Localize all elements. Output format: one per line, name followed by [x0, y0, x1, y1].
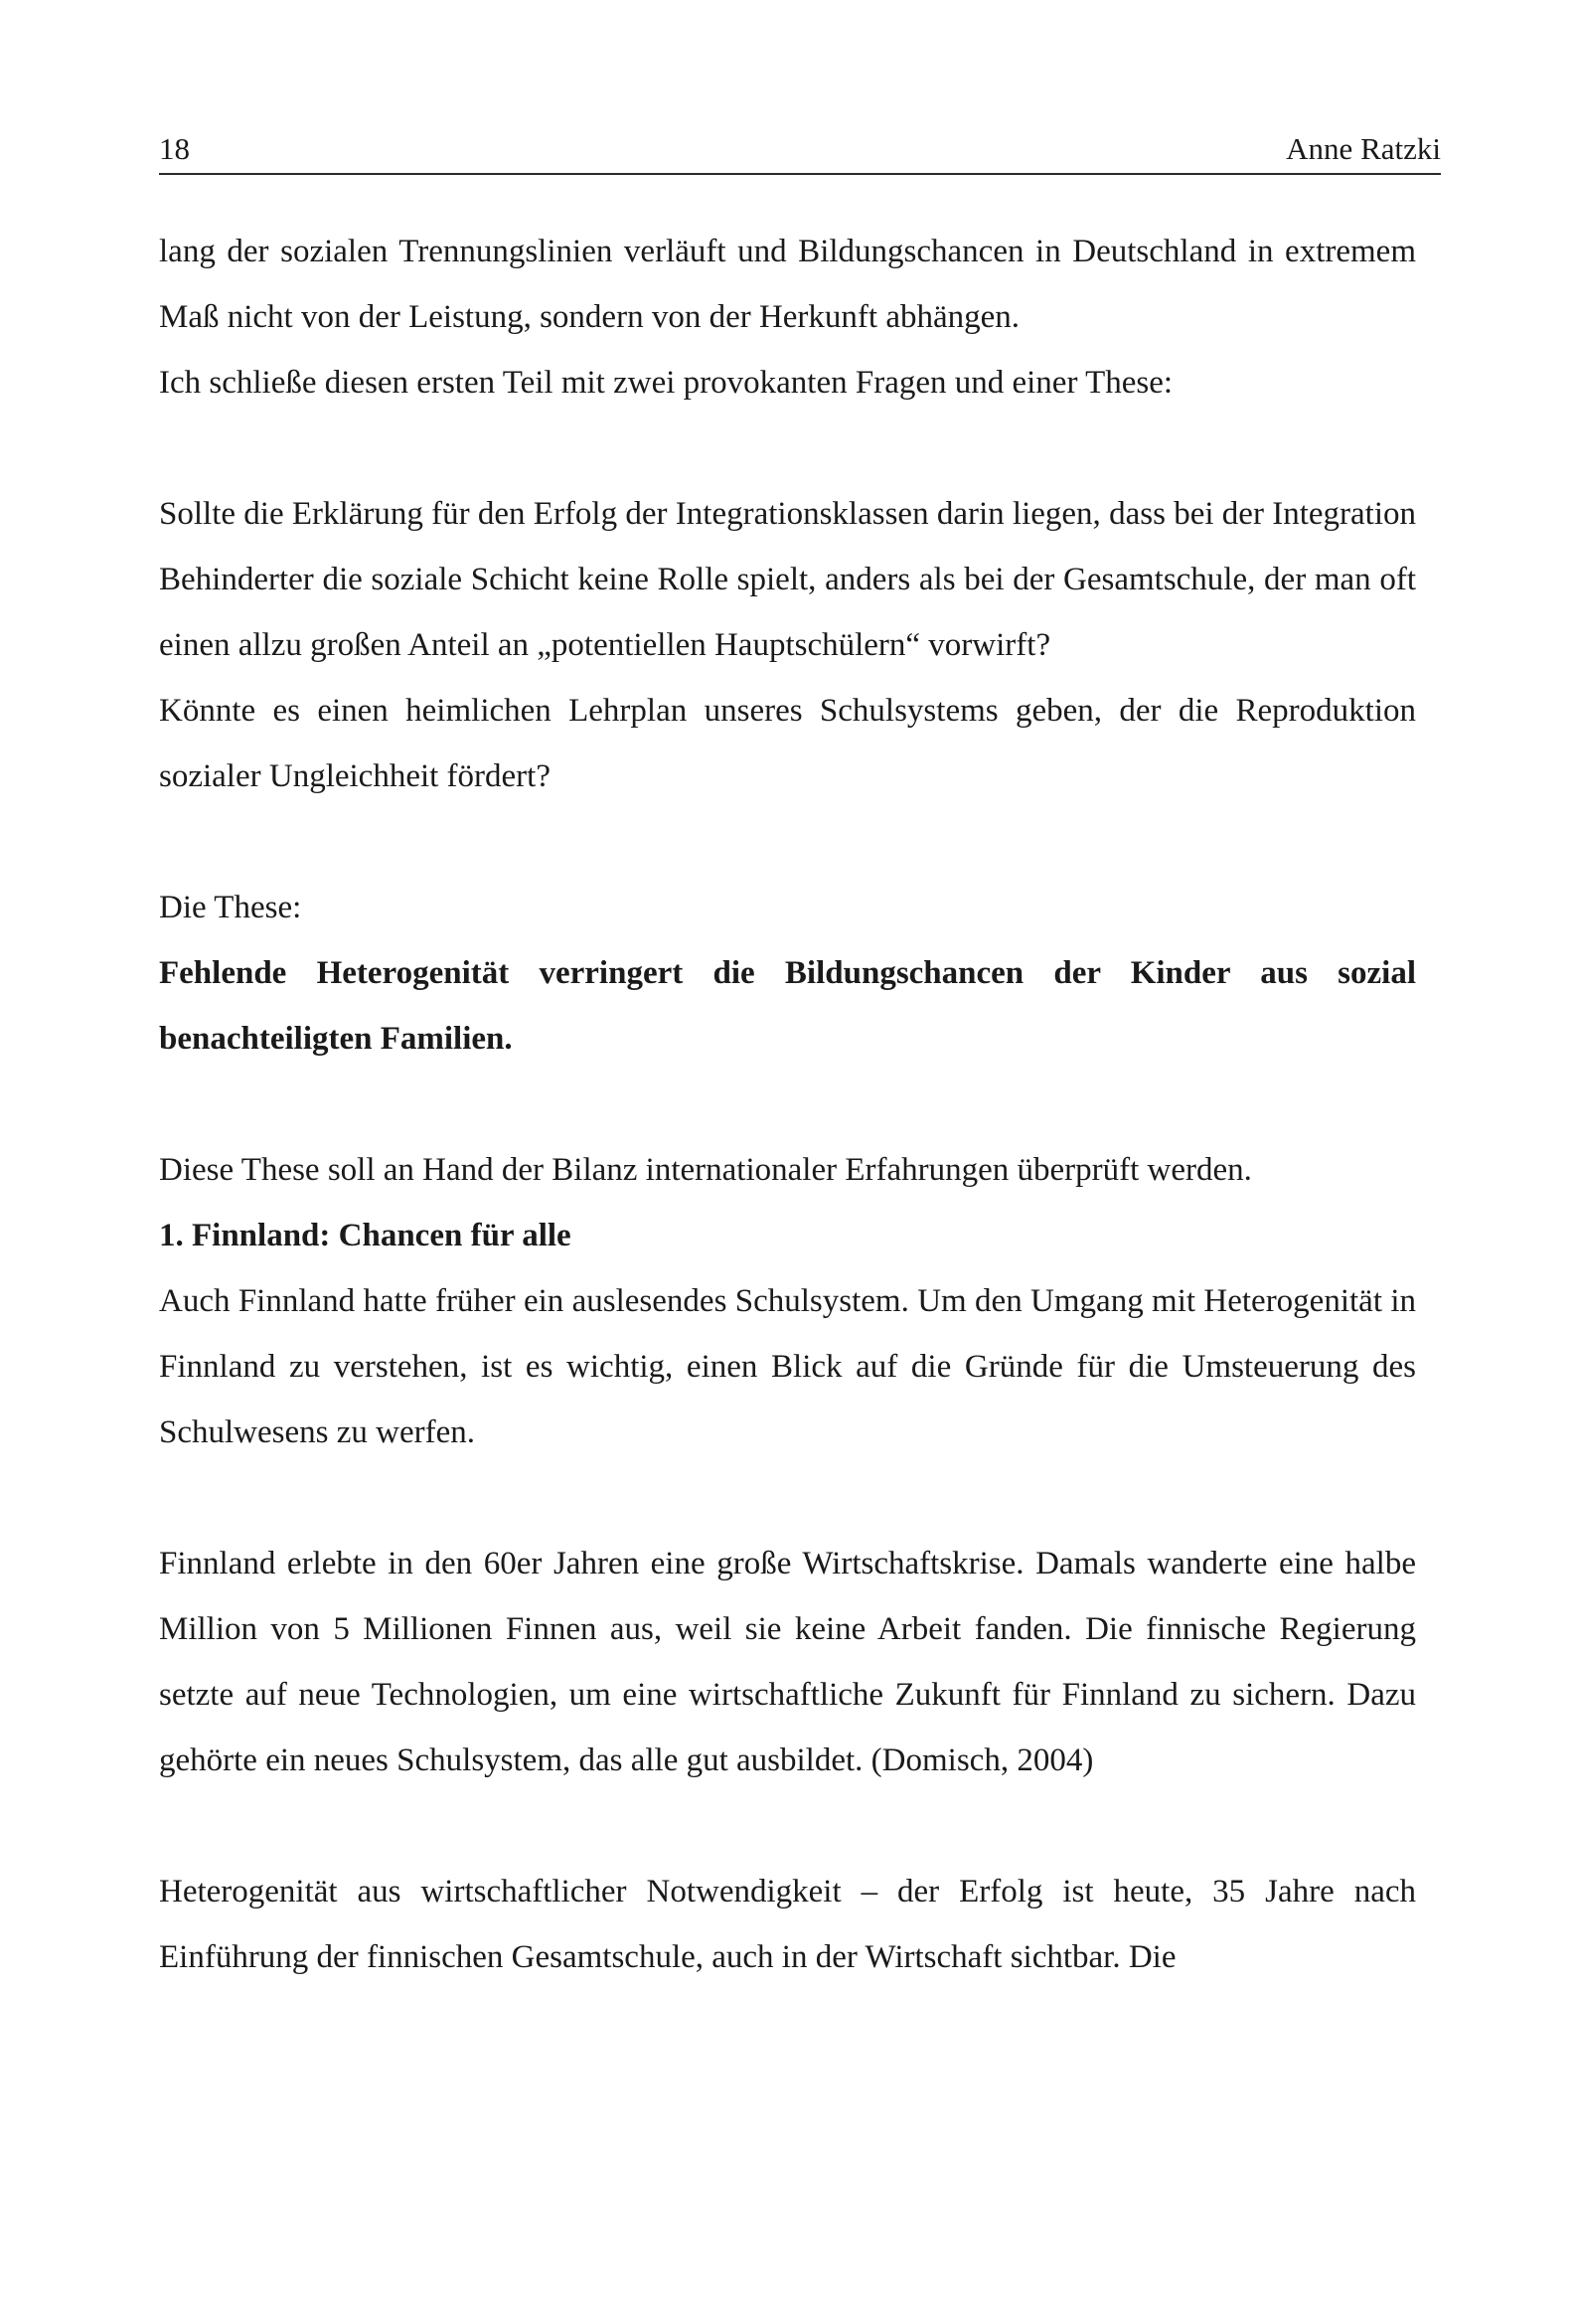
paragraph-intro-questions: Ich schließe diesen ersten Teil mit zwei provokanten Fragen und einer These: [159, 365, 1174, 401]
paragraph-continuation: lang der sozialen Trennungslinien verläuft und Bildungschancen in Deutschland in extremem Maß nicht von der Leistung, sondern von der Herkunft abhängen. [159, 234, 1416, 335]
paragraph-question-1: Sollte die Erklärung für den Erfolg der Integrationsklassen darin liegen, dass bei der Integration Behinderter die soziale Schicht keine Rolle spielt, anders als bei der Gesamtschule, der man oft einen allzu großen Anteil an „potentiellen Hauptschülern“ vorwirft? [159, 496, 1416, 663]
paragraph-finland-intro: Auch Finnland hatte früher ein auslesendes Schulsystem. Um den Umgang mit Heterogenität in Finnland zu verstehen, ist es wichtig, einen Blick auf die Gründe für die Umsteuerung des Schulwesens zu werfen. [159, 1283, 1416, 1450]
paragraph-finland-crisis: Finnland erlebte in den 60er Jahren eine große Wirtschaftskrise. Damals wanderte eine halbe Million von 5 Millionen Finnen aus, weil sie keine Arbeit fanden. Die finnische Regierung setzte auf neue Technologien, um eine wirtschaftliche Zukunft für Finnland zu sichern. Dazu gehörte ein neues Schulsystem, das alle gut ausbildet. (Domisch, 2004) [159, 1546, 1416, 1778]
thesis-statement: Fehlende Heterogenität verringert die Bildungschancen der Kinder aus sozial benachteiligten Familien. [159, 955, 1416, 1057]
paragraph-question-2: Könnte es einen heimlichen Lehrplan unseres Schulsystems geben, der die Reproduktion sozialer Ungleichheit fördert? [159, 693, 1416, 794]
paragraph-heterogeneity: Heterogenität aus wirtschaftlicher Notwendigkeit – der Erfolg ist heute, 35 Jahre nach Einführung der finnischen Gesamtschule, auch in der Wirtschaft sichtbar. Die [159, 1874, 1416, 1975]
thesis-label: Die These: [159, 890, 302, 925]
section-heading: 1. Finnland: Chancen für alle [159, 1218, 571, 1253]
paragraph-thesis-check: Diese These soll an Hand der Bilanz internationaler Erfahrungen überprüft werden. [159, 1152, 1252, 1188]
page-header [159, 123, 1441, 175]
page-number: 18 [159, 131, 190, 166]
running-head-author: Anne Ratzki [1286, 131, 1441, 166]
page-body [159, 219, 1416, 1990]
